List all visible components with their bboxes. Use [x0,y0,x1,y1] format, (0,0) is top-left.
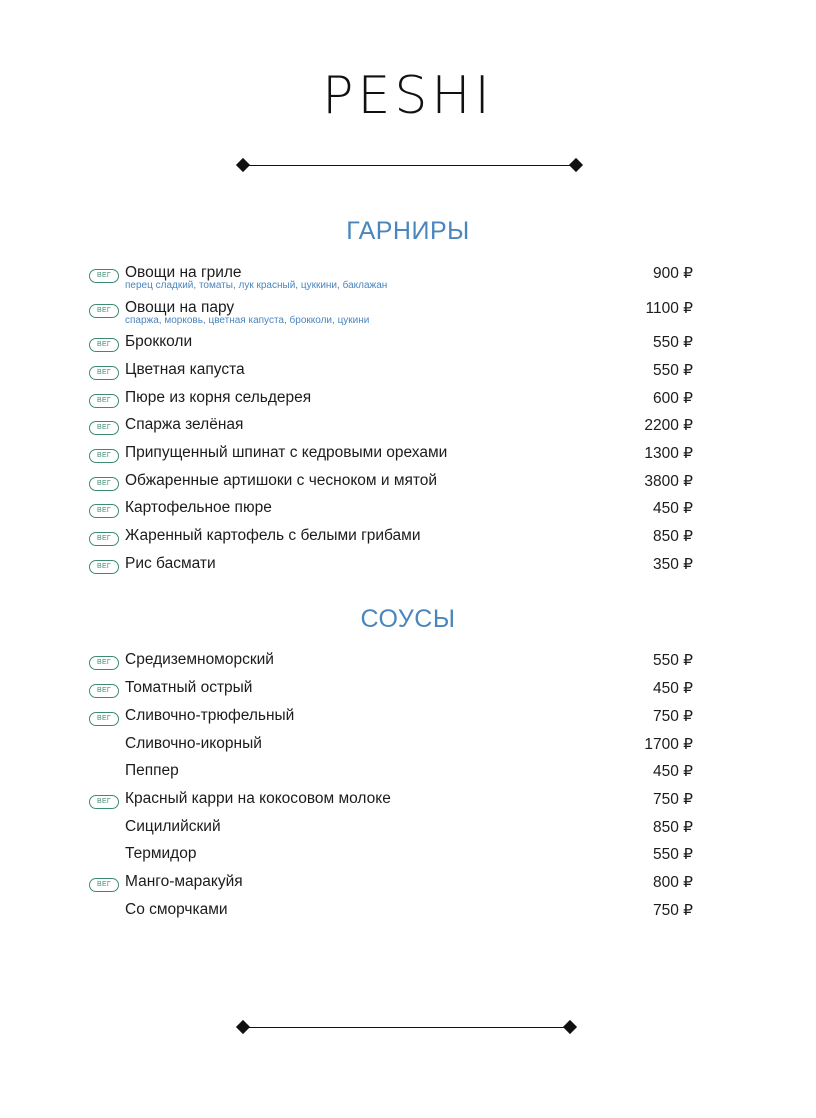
vegan-badge-icon: ВЕГ [89,449,119,463]
item-name: Сливочно-икорный [125,735,262,752]
divider-line [246,165,573,166]
menu-item [89,873,693,902]
vegan-badge-icon: ВЕГ [89,421,119,435]
menu-item [89,444,693,473]
vegan-badge-icon: ВЕГ [89,795,119,809]
vegan-badge-icon: ВЕГ [89,394,119,408]
item-name: Спаржа зелёная [125,416,244,433]
section-title: СОУСЫ [360,605,456,633]
item-name: Брокколи [125,333,193,350]
restaurant-logo: PESHI [322,66,494,126]
item-price: 450 ₽ [652,763,693,780]
menu-item [89,499,693,528]
item-price: 550 ₽ [652,846,693,863]
menu-item [89,651,693,680]
vegan-badge-icon: ВЕГ [89,504,119,518]
vegan-badge-icon: ВЕГ [89,532,119,546]
item-name: Припущенный шпинат с кедровыми орехами [125,444,448,461]
vegan-badge-icon: ВЕГ [89,269,119,283]
item-price: 350 ₽ [652,556,693,573]
item-price: 3800 ₽ [644,473,693,490]
item-price: 2200 ₽ [644,417,693,434]
item-description: спаржа, морковь, цветная капуста, брокколи, цукини [125,315,370,326]
menu-item [89,762,693,791]
item-price: 850 ₽ [652,819,693,836]
vegan-badge-icon: ВЕГ [89,338,119,352]
menu-item [89,901,693,930]
item-price: 450 ₽ [652,680,693,697]
item-price: 750 ₽ [652,902,693,919]
item-price: 750 ₽ [652,708,693,725]
item-price: 1700 ₽ [644,736,693,753]
menu-item [89,845,693,874]
vegan-badge-icon: ВЕГ [89,712,119,726]
menu-item [89,555,693,584]
item-price: 850 ₽ [652,528,693,545]
menu-item [89,416,693,445]
divider-line [246,1027,567,1028]
item-price: 1300 ₽ [644,445,693,462]
item-name: Овощи на гриле [125,264,242,281]
item-price: 450 ₽ [652,500,693,517]
menu-item [89,361,693,390]
item-name: Красный карри на кокосовом молоке [125,790,391,807]
diamond-icon [563,1020,577,1034]
item-price: 550 ₽ [652,362,693,379]
vegan-badge-icon: ВЕГ [89,366,119,380]
diamond-icon [569,158,583,172]
menu-item [89,264,693,293]
menu-item [89,679,693,708]
vegan-badge-icon: ВЕГ [89,304,119,318]
item-name: Пюре из корня сельдерея [125,389,312,406]
item-price: 1100 ₽ [645,300,693,317]
item-price: 550 ₽ [652,652,693,669]
menu-item [89,707,693,736]
bottom-divider [236,1021,577,1035]
menu-item [89,790,693,819]
menu-item [89,735,693,764]
item-name: Овощи на пару [125,299,235,316]
item-name: Цветная капуста [125,361,245,378]
item-name: Рис басмати [125,555,216,572]
menu-item [89,299,693,328]
item-name: Сицилийский [125,818,221,835]
item-name: Жаренный картофель с белыми грибами [125,527,421,544]
item-price: 900 ₽ [652,265,693,282]
item-name: Пеппер [125,762,179,779]
item-name: Средиземноморский [125,651,274,668]
vegan-badge-icon: ВЕГ [89,684,119,698]
item-name: Обжаренные артишоки с чесноком и мятой [125,472,438,489]
item-name: Томатный острый [125,679,253,696]
item-description: перец сладкий, томаты, лук красный, цуккини, баклажан [125,280,388,291]
item-price: 750 ₽ [652,791,693,808]
item-price: 800 ₽ [652,874,693,891]
menu-item [89,389,693,418]
vegan-badge-icon: ВЕГ [89,878,119,892]
top-divider [236,159,583,173]
menu-item [89,333,693,362]
item-name: Манго-маракуйя [125,873,243,890]
item-name: Картофельное пюре [125,499,272,516]
menu-item [89,818,693,847]
menu-item [89,527,693,556]
item-name: Сливочно-трюфельный [125,707,295,724]
section-title: ГАРНИРЫ [346,217,470,245]
item-name: Термидор [125,845,197,862]
item-price: 600 ₽ [652,390,693,407]
menu-item [89,472,693,501]
vegan-badge-icon: ВЕГ [89,560,119,574]
vegan-badge-icon: ВЕГ [89,656,119,670]
item-name: Со сморчками [125,901,228,918]
vegan-badge-icon: ВЕГ [89,477,119,491]
item-price: 550 ₽ [652,334,693,351]
